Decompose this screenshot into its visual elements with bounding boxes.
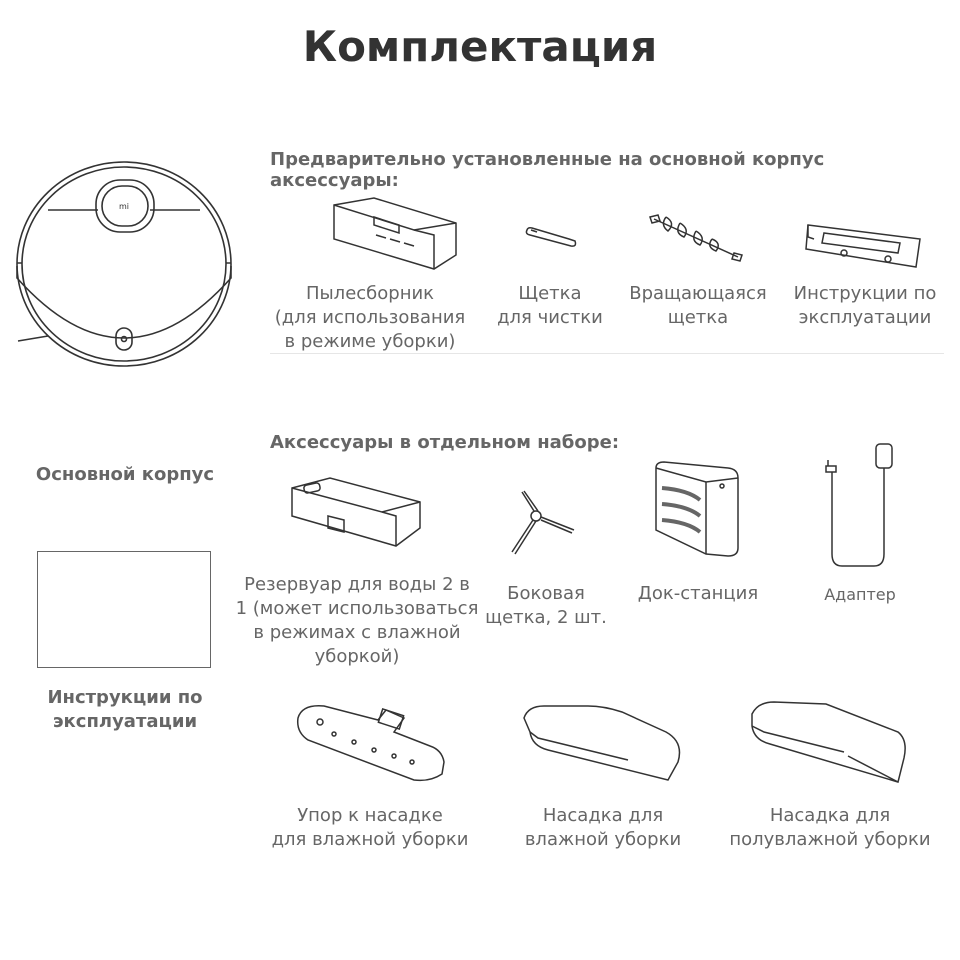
item-label-water-tank: Резервуар для воды 2 в 1 (может использоваться в режимах с влажной уборкой) — [235, 574, 479, 667]
main-brush-icon — [646, 213, 746, 265]
item-label-adapter: Адаптер — [824, 585, 896, 604]
item-label-brush-cover: Инструкции по эксплуатации — [793, 283, 937, 328]
side-brush-icon — [508, 490, 576, 556]
manual-label: Инструкции по эксплуатации — [47, 687, 203, 732]
section-title-preinstalled: Предварительно установленные на основной корпус аксессуары: — [270, 149, 825, 191]
item-label-semi-mop-pad: Насадка для полувлажной уборки — [729, 805, 931, 850]
brush-cover-icon — [804, 219, 924, 273]
mop-pad-icon — [518, 702, 688, 784]
section-divider — [270, 353, 944, 354]
item-label-mop-pad: Насадка для влажной уборки — [524, 805, 682, 850]
semi-mop-pad-icon — [748, 700, 908, 784]
main-body-label: Основной корпус — [35, 464, 215, 485]
item-label-dustbin: Пылесборник (для использования в режиме уборки) — [274, 283, 466, 352]
page-title: Комплектация — [302, 22, 658, 71]
water-tank-icon — [286, 476, 424, 548]
dock-icon — [648, 460, 744, 558]
adapter-icon — [818, 442, 896, 572]
item-label-side-brush: Боковая щетка, 2 шт. — [485, 583, 607, 628]
cleaning-brush-icon — [523, 224, 579, 250]
item-label-mop-holder: Упор к насадке для влажной уборки — [271, 805, 469, 850]
svg-text:mi: mi — [118, 202, 130, 211]
mop-holder-icon — [294, 704, 448, 784]
manual-icon — [37, 551, 211, 668]
item-label-main-brush: Вращающаяся щетка — [629, 283, 767, 328]
section-title-separate: Аксессуары в отдельном наборе: — [270, 432, 620, 453]
item-label-dock: Док-станция — [637, 583, 759, 604]
item-label-cleaning-brush: Щетка для чистки — [497, 283, 603, 328]
robot-vacuum-icon — [8, 158, 240, 380]
dustbin-icon — [324, 195, 460, 273]
